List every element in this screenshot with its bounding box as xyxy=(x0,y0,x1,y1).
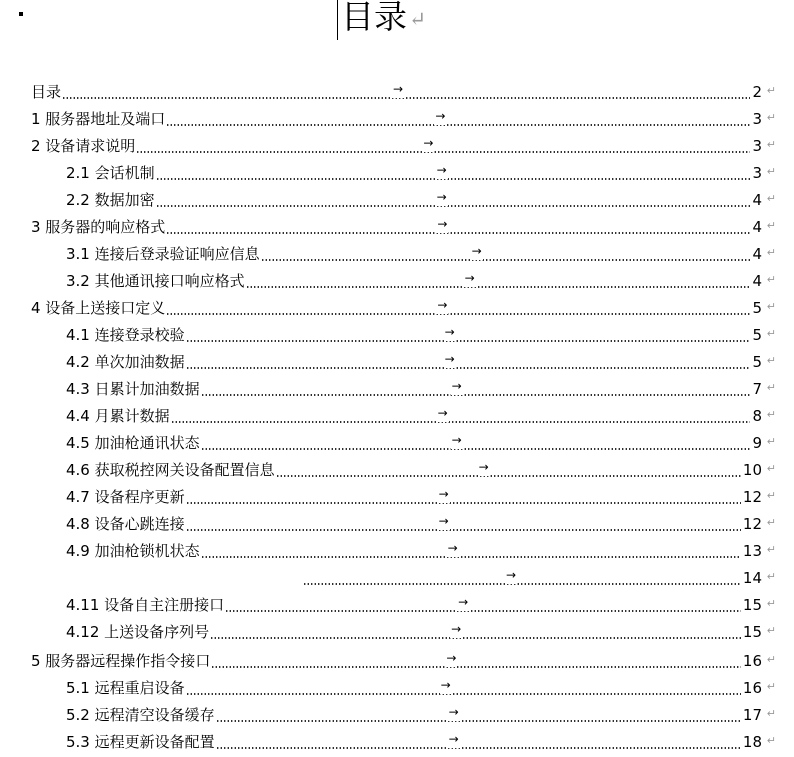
dot-leader xyxy=(201,434,751,452)
toc-entry[interactable] xyxy=(66,591,776,618)
toc-entry-page: 16 xyxy=(742,678,762,697)
toc-entry[interactable] xyxy=(66,429,776,456)
tab-arrow-icon: → xyxy=(435,108,446,123)
toc-entry-page: 4 xyxy=(752,244,762,263)
return-mark-icon: ↵ xyxy=(766,300,776,313)
toc-entry[interactable] xyxy=(66,537,776,564)
toc-entry-page: 16 xyxy=(742,651,762,670)
toc-entry-page: 2 xyxy=(752,82,762,101)
dot-leader xyxy=(171,407,751,425)
toc-entry-page: 12 xyxy=(742,487,762,506)
toc-entry-page: 7 xyxy=(752,379,762,398)
toc-entry-label: 4.9 加油枪锁机状态 xyxy=(66,541,200,560)
return-mark-icon: ↵ xyxy=(766,597,776,610)
toc-entry-label: 4 设备上送接口定义 xyxy=(31,298,166,317)
tab-arrow-icon: → xyxy=(451,432,462,447)
dot-leader xyxy=(246,272,751,290)
toc-entry[interactable] xyxy=(66,674,776,701)
toc-entry[interactable] xyxy=(66,456,776,483)
dot-leader xyxy=(225,596,741,614)
dot-leader xyxy=(186,353,751,371)
toc-entry[interactable] xyxy=(31,647,776,674)
return-mark-icon: ↵ xyxy=(766,165,776,178)
toc-entry-page: 14 xyxy=(742,568,762,587)
toc-entry-label: 4.11 设备自主注册接口 xyxy=(66,595,225,614)
return-mark-icon: ↵ xyxy=(766,543,776,556)
toc-entry-page: 5 xyxy=(752,352,762,371)
toc-entry-label: 4.3 日累计加油数据 xyxy=(66,379,200,398)
toc-entry-page: 18 xyxy=(742,732,762,751)
toc-entry-page: 8 xyxy=(752,406,762,425)
toc-entry-page: 15 xyxy=(742,595,762,614)
tab-arrow-icon: → xyxy=(438,486,449,501)
dot-leader xyxy=(201,542,741,560)
toc-entry[interactable] xyxy=(66,375,776,402)
tab-arrow-icon: → xyxy=(444,351,455,366)
dot-leader xyxy=(166,299,750,317)
toc-entry-page: 9 xyxy=(752,433,762,452)
toc-entry[interactable] xyxy=(66,267,776,294)
toc-entry-page: 3 xyxy=(752,163,762,182)
toc-entry[interactable] xyxy=(66,402,776,429)
toc-entry[interactable] xyxy=(66,348,776,375)
dot-leader xyxy=(303,569,741,587)
return-mark-icon: ↵ xyxy=(766,219,776,232)
dot-leader xyxy=(186,488,741,506)
return-mark-icon: ↵ xyxy=(766,354,776,367)
return-mark-icon: ↵ xyxy=(766,246,776,259)
toc-entry-label: 目录 xyxy=(31,82,62,101)
text-cursor xyxy=(337,0,338,40)
toc-entry[interactable] xyxy=(31,294,776,321)
tab-arrow-icon: → xyxy=(437,216,448,231)
dot-leader xyxy=(186,515,741,533)
toc-entry-label: 5.2 远程清空设备缓存 xyxy=(66,705,215,724)
tab-arrow-icon: → xyxy=(436,189,447,204)
toc-entry-label: 4.4 月累计数据 xyxy=(66,406,170,425)
toc-entry[interactable] xyxy=(66,483,776,510)
dot-leader xyxy=(276,461,741,479)
return-mark-icon: ↵ xyxy=(766,489,776,502)
dot-leader xyxy=(186,326,751,344)
return-mark-icon: ↵ xyxy=(766,192,776,205)
return-mark-icon: ↵ xyxy=(766,734,776,747)
toc-entry-label: 3 服务器的响应格式 xyxy=(31,217,166,236)
return-mark-icon: ↵ xyxy=(766,273,776,286)
tab-arrow-icon: → xyxy=(444,324,455,339)
return-mark-icon: ↵ xyxy=(766,516,776,529)
tab-arrow-icon: → xyxy=(438,513,449,528)
dot-leader xyxy=(211,652,741,670)
toc-entry[interactable] xyxy=(66,186,776,213)
toc-entry-label: 1 服务器地址及端口 xyxy=(31,109,166,128)
toc-entry-label: 4.2 单次加油数据 xyxy=(66,352,185,371)
tab-arrow-icon: → xyxy=(446,650,457,665)
toc-entry-page: 17 xyxy=(742,705,762,724)
bullet-mark xyxy=(19,12,23,16)
tab-arrow-icon: → xyxy=(393,81,404,96)
dot-leader xyxy=(136,137,750,155)
toc-entry-page: 4 xyxy=(752,190,762,209)
toc-entry-label: 5.3 远程更新设备配置 xyxy=(66,732,215,751)
toc-entry[interactable] xyxy=(302,564,776,591)
return-mark-icon: ↵ xyxy=(766,680,776,693)
toc-entry[interactable] xyxy=(31,78,776,105)
tab-arrow-icon: → xyxy=(464,270,475,285)
toc-entry-page: 12 xyxy=(742,514,762,533)
dot-leader xyxy=(156,164,751,182)
toc-entry-label: 2.1 会话机制 xyxy=(66,163,155,182)
tab-arrow-icon: → xyxy=(471,243,482,258)
tab-arrow-icon: → xyxy=(448,731,459,746)
tab-arrow-icon: → xyxy=(423,135,434,150)
toc-entry-label: 3.1 连接后登录验证响应信息 xyxy=(66,244,260,263)
toc-entry-page: 4 xyxy=(752,217,762,236)
dot-leader xyxy=(216,733,741,751)
page-title: 目录↵ xyxy=(341,0,427,36)
return-mark-icon: ↵ xyxy=(766,653,776,666)
toc-entry[interactable] xyxy=(66,728,776,755)
tab-arrow-icon: → xyxy=(451,621,462,636)
dot-leader xyxy=(216,706,741,724)
toc-entry[interactable] xyxy=(31,213,776,240)
toc-entry-page: 3 xyxy=(752,136,762,155)
dot-leader xyxy=(166,218,750,236)
dot-leader xyxy=(62,83,750,101)
toc-entry-label: 2 设备请求说明 xyxy=(31,136,136,155)
toc-entry-label: 2.2 数据加密 xyxy=(66,190,155,209)
dot-leader xyxy=(186,679,741,697)
toc-entry-label: 4.6 获取税控网关设备配置信息 xyxy=(66,460,275,479)
tab-arrow-icon: → xyxy=(458,594,469,609)
toc-entry[interactable] xyxy=(66,618,776,645)
return-mark-icon: ↵ xyxy=(766,327,776,340)
tab-arrow-icon: → xyxy=(447,540,458,555)
toc-entry-page: 10 xyxy=(742,460,762,479)
toc-entry-label: 4.12 上送设备序列号 xyxy=(66,622,210,641)
toc-entry-page: 3 xyxy=(752,109,762,128)
return-mark-icon: ↵ xyxy=(766,570,776,583)
toc-entry[interactable] xyxy=(31,132,776,159)
toc-entry-page: 5 xyxy=(752,325,762,344)
return-mark-icon: ↵ xyxy=(766,408,776,421)
toc-entry-label: 4.5 加油枪通讯状态 xyxy=(66,433,200,452)
toc-entry-label: 4.1 连接登录校验 xyxy=(66,325,185,344)
toc-entry[interactable] xyxy=(66,159,776,186)
return-mark-icon: ↵ xyxy=(766,138,776,151)
return-mark-icon: ↵ xyxy=(766,84,776,97)
tab-arrow-icon: → xyxy=(478,459,489,474)
return-mark-icon: ↵ xyxy=(766,707,776,720)
toc-entry-label: 5 服务器远程操作指令接口 xyxy=(31,651,211,670)
toc-entry-page: 13 xyxy=(742,541,762,560)
return-mark-icon: ↵ xyxy=(766,381,776,394)
tab-arrow-icon: → xyxy=(436,162,447,177)
toc-entry[interactable] xyxy=(66,701,776,728)
dot-leader xyxy=(166,110,750,128)
toc-entry-page: 5 xyxy=(752,298,762,317)
toc-entry[interactable] xyxy=(66,240,776,267)
dot-leader xyxy=(156,191,751,209)
tab-arrow-icon: → xyxy=(451,378,462,393)
return-mark-icon: ↵ xyxy=(766,624,776,637)
toc-entry[interactable] xyxy=(31,105,776,132)
dot-leader xyxy=(201,380,751,398)
toc-entry-page: 4 xyxy=(752,271,762,290)
toc-entry-label: 4.7 设备程序更新 xyxy=(66,487,185,506)
tab-arrow-icon: → xyxy=(506,567,517,582)
tab-arrow-icon: → xyxy=(448,704,459,719)
return-mark-icon: ↵ xyxy=(766,462,776,475)
dot-leader xyxy=(261,245,751,263)
tab-arrow-icon: → xyxy=(437,405,448,420)
dot-leader xyxy=(210,623,741,641)
toc-entry-label: 3.2 其他通讯接口响应格式 xyxy=(66,271,245,290)
return-mark-icon: ↵ xyxy=(766,435,776,448)
toc-entry-label: 4.8 设备心跳连接 xyxy=(66,514,185,533)
paragraph-mark-icon: ↵ xyxy=(409,7,427,31)
return-mark-icon: ↵ xyxy=(766,111,776,124)
toc-entry[interactable] xyxy=(66,321,776,348)
toc-entry-label: 5.1 远程重启设备 xyxy=(66,678,185,697)
toc-entry-page: 15 xyxy=(742,622,762,641)
toc-entry[interactable] xyxy=(66,510,776,537)
tab-arrow-icon: → xyxy=(440,677,451,692)
tab-arrow-icon: → xyxy=(437,297,448,312)
